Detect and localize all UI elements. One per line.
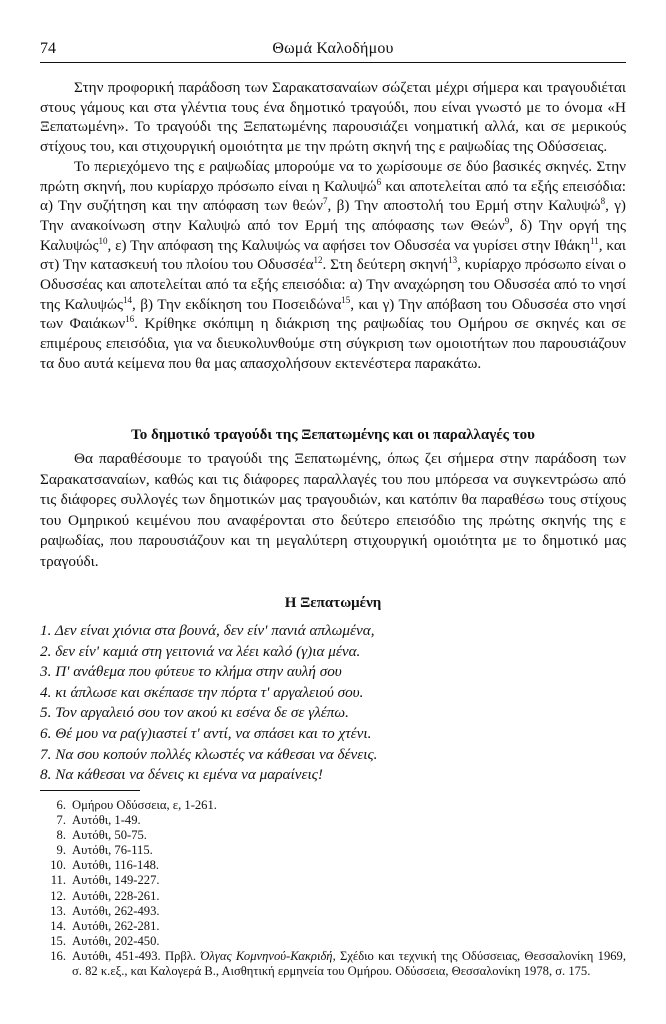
poem-line: 5. Τον αργαλειό σου τον ακού κι εσένα δε σε γλέπω.	[40, 704, 349, 722]
footnote-text: Αυτόθι, 228-261.	[72, 888, 160, 903]
text-run: Αυτόθι, 451-493. Πρβλ.	[72, 948, 201, 963]
running-head: Θωμά Καλοδήμου	[272, 40, 394, 57]
text-run: , β) Την εκδίκηση του Ποσειδώνα	[132, 295, 342, 313]
footnote	[40, 828, 626, 843]
footnote-number: 16.	[50, 948, 66, 963]
text-run: , β) Την αποστολή του Ερμή στην Καλυψώ	[327, 197, 601, 215]
footnote-ref: 7	[323, 196, 328, 207]
poem-title: Η Ξεπατωμένη	[284, 595, 382, 611]
footnote-text: Αυτόθι, 202-450.	[72, 933, 160, 948]
text-run: , δ) Την οργή της Καλυψώς	[40, 216, 626, 254]
footnote-text: Αυτόθι, 262-493.	[72, 903, 160, 918]
page-header	[40, 40, 626, 63]
author-name: Όλγας Κομνηνού-Κακριδή	[200, 948, 333, 963]
footnote-text: Αυτόθι, 116-148.	[72, 858, 160, 873]
text-run: Το περιεχόμενο της ε ραψωδίας μπορούμε να το χωρίσουμε σε δύο βασικές σκηνές. Στην πρώτη σκηνή, που κυρίαρχο πρόσωπο είναι η Καλυψώ	[40, 157, 626, 195]
footnote-ref: 12	[313, 255, 323, 266]
text-run: . Κρίθηκε σκόπιμη η διάκριση της ραψωδίας του Ομήρου σε σκηνές και σε επιμέρους επεισόδια, για να διευκολυνθούμε στη σύγκριση των ομοιοτήτων που παρουσιάζουν τα δυο αυτά κείμενα που θα μας απασχολήσουν εκτενέστερα παρακάτω.	[40, 315, 626, 372]
footnote	[40, 919, 626, 934]
text-run: , Σχέδιο και τεχνική της Οδύσσειας, Θεσσαλονίκη 1969, σ. 82 κ.εξ., και Καλογερά Β., Αισθητική ερμηνεία του Ομήρου. Οδύσσεια, Θεσσαλονίκη 1978, σ. 175.	[72, 948, 627, 979]
footnote-number: 12.	[50, 888, 66, 903]
footnote-ref: 9	[504, 215, 510, 226]
footnote-ref: 8	[600, 196, 606, 207]
text-run: , γ) Την ανακοίνωση στην Καλυψώ από τον Ερμή της απόφασης των Θεών	[40, 197, 626, 234]
footnote-text: Αυτόθι, 76-115.	[72, 843, 153, 858]
poem-line: 7. Να σου κοπούν πολλές κλωστές να κάθεσαι να δένεις.	[40, 745, 378, 763]
section-text	[40, 449, 626, 572]
footnote-text	[66, 949, 626, 979]
intro-text	[40, 78, 626, 374]
poem-line: 3. Π' ανάθεμα που φύτευε το κλήμα στην αυλή σου	[40, 663, 342, 681]
footnote-ref: 6	[376, 176, 382, 187]
footnote	[40, 858, 626, 873]
section-heading: Το δημοτικό τραγούδι της Ξεπατωμένης και οι παραλλαγές του	[131, 427, 535, 443]
footnote-ref: 11	[590, 235, 599, 246]
intro-paragraph-1: Στην προφορική παράδοση των Σαρακατσαναίων σώζεται μέχρι σήμερα και τραγουδιέται στους γάμους και στα γλέντια τους ένα δημοτικό τραγούδι, που είναι γνωστό με το όνομα «Η Ξεπατωμένη». Το τραγούδι της Ξεπατωμένης παρουσιάζει νοηματική αλλά, και σε μερικούς στίχους του, και στιχουργική ομοιότητα με την πρώτη σκηνή της ε ραψωδίας της Οδύσσειας.	[40, 79, 626, 156]
text-run: , ε) Την απόφαση της Καλυψώς να αφήσει τον Οδυσσέα να γυρίσει στην Ιθάκη	[107, 236, 591, 254]
footnote-text: Αυτόθι, 149-227.	[72, 873, 160, 888]
footnote	[40, 949, 626, 979]
footnote-text: Αυτόθι, 262-281.	[72, 918, 160, 933]
footnote	[40, 843, 626, 858]
text-run: και αποτελείται από τα εξής επεισόδια: α) Την συζήτηση και την απόφαση των θεών	[40, 177, 626, 215]
footnote-number: 11.	[50, 873, 66, 888]
poem-line: 2. δεν είν' καμιά στη γειτονιά να λέει καλό (γ)ια μένα.	[40, 642, 361, 660]
footnote-number: 13.	[50, 903, 66, 918]
footnote-number: 10.	[50, 858, 66, 873]
footnote	[40, 813, 626, 828]
poem-line: 4. κι άπλωσε και σκέπασε την πόρτα τ' αργαλειού σου.	[40, 683, 364, 701]
footnote-number: 8.	[56, 828, 66, 843]
text-run: . Στη δεύτερη σκηνή	[322, 256, 449, 274]
text-run: , κυρίαρχο πρόσωπο είναι ο Οδυσσέας και αποτελείται από τα εξής επεισόδια: α) Την αναχώρηση του Οδυσσέα από το νησί της Καλυψώς	[40, 256, 626, 313]
footnote-ref: 13	[448, 255, 458, 266]
footnote-ref: 10	[98, 235, 108, 246]
footnote-number: 15.	[50, 933, 66, 948]
page-number: 74	[40, 40, 56, 57]
footnote-number: 7.	[56, 813, 66, 828]
footnote-number: 9.	[56, 843, 66, 858]
footnote-ref: 16	[125, 314, 135, 325]
poem-line: 6. Θέ μου να ρα(γ)ιαστεί τ' αντί, να σπάσει και το χτένι.	[40, 724, 372, 742]
text-run: , και στ) Την κατασκευή του πλοίου του Οδυσσέα	[40, 236, 626, 274]
footnote	[40, 889, 626, 904]
footnote-text: Αυτόθι, 1-49.	[72, 813, 141, 828]
footnote-text: Αυτόθι, 50-75.	[72, 828, 147, 843]
footnote-ref: 14	[123, 294, 133, 305]
footnote-ref: 15	[341, 294, 351, 305]
intro-paragraph-2	[40, 157, 626, 374]
footnote	[40, 873, 626, 888]
text-run: , και γ) Την απόβαση του Οδυσσέα στο νησί των Φαιάκων	[40, 295, 626, 333]
footnote	[40, 904, 626, 919]
poem-line: 8. Να κάθεσαι να δένεις κι εμένα να μαραίνεις!	[40, 766, 323, 784]
footnotes	[40, 798, 626, 979]
footnote	[40, 798, 626, 813]
footnote	[40, 934, 626, 949]
footnote-divider	[40, 790, 140, 791]
footnote-number: 6.	[56, 798, 66, 812]
poem	[40, 621, 626, 786]
footnote-text: Ομήρου Οδύσσεια, ε, 1-261.	[72, 798, 217, 812]
poem-line: 1. Δεν είναι χιόνια στα βουνά, δεν είν' πανιά απλωμένα,	[40, 622, 375, 639]
section-paragraph: Θα παραθέσουμε το τραγούδι της Ξεπατωμένης, όπως ζει σήμερα στην παράδοση των Σαρακατσαναίων, καθώς και τις διάφορες παραλλαγές του που μπόρεσα να συγκεντρώσω από τις διάφορες συλλογές των δημοτικών μας τραγουδιών, και κατόπιν θα παραθέσω τους στίχους του Ομηρικού κειμένου που αναφέρονται στο δεύτερο επεισόδιο της πρώτης σκηνής της ε ραψωδίας, που παρουσιάζουν και τη μεγαλύτερη στιχουργική ομοιότητα με το δημοτικό μας τραγούδι.	[40, 450, 626, 570]
footnote-number: 14.	[50, 918, 66, 933]
